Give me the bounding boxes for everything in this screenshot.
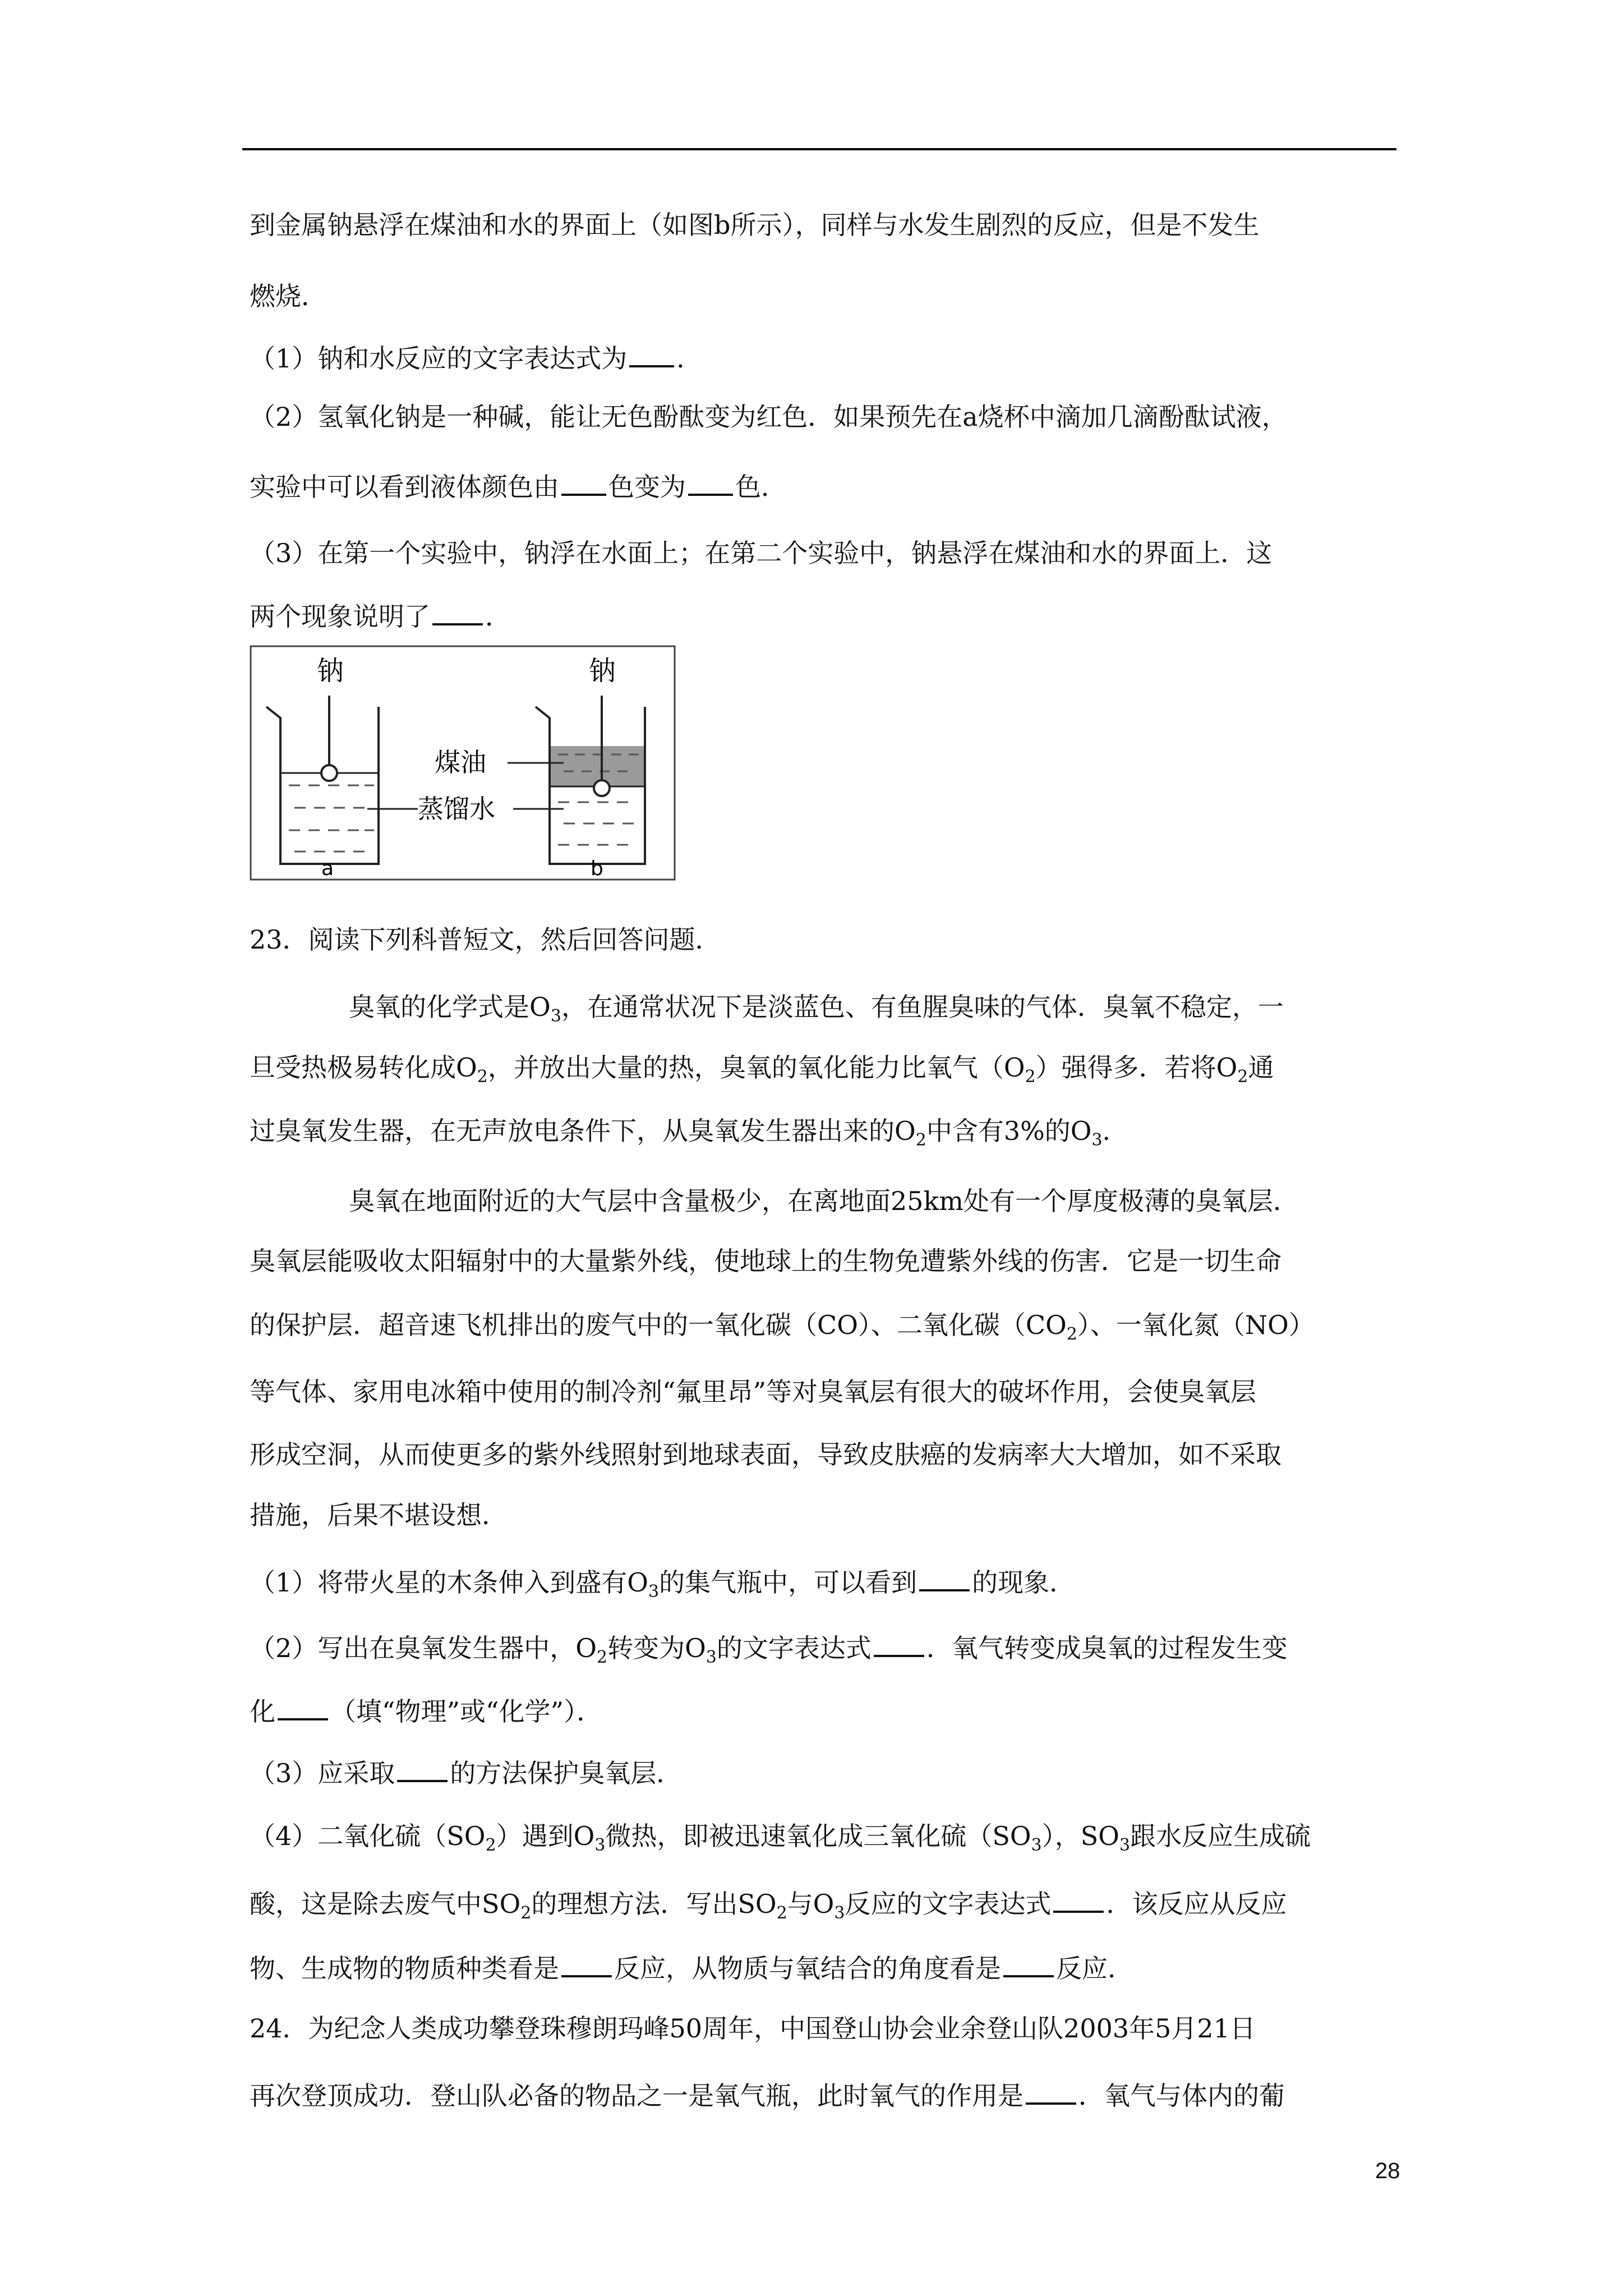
paragraph-line: 过臭氧发生器，在无声放电条件下，从臭氧发生器出来的$O_2$中含有3%的$O_3$． xyxy=(250,1116,1128,1150)
paragraph-line: 臭氧的化学式是$O_3$，在通常状况下是淡蓝色、有鱼腥臭味的气体．臭氧不稳定，一 xyxy=(349,992,1284,1026)
question-2: （2）氢氧化钠是一种碱，能让无色酚酞变为红色．如果预先在a烧杯中滴加几滴酚酞试液， xyxy=(250,402,1288,432)
header-rule xyxy=(242,148,1396,150)
answer-blank[interactable] xyxy=(688,472,733,496)
paragraph-line: 臭氧层能吸收太阳辐射中的大量紫外线，使地球上的生物免遭紫外线的伤害．它是一切生命 xyxy=(250,1246,1281,1276)
beaker-a xyxy=(266,655,379,880)
answer-blank[interactable] xyxy=(629,344,674,367)
question-23-3: （3）应采取 的方法保护臭氧层． xyxy=(250,1758,683,1788)
paragraph-line: 臭氧在地面附近的大气层中含量极少，在离地面25km处有一个厚度极薄的臭氧层． xyxy=(349,1186,1299,1216)
text-line: 化 （填“物理”或“化学”）． xyxy=(250,1696,603,1727)
answer-blank[interactable] xyxy=(397,1759,448,1782)
paragraph-line: 等气体、家用电冰箱中使用的制冷剂“氟里昂”等对臭氧层有很大的破坏作用，会使臭氧层 xyxy=(250,1377,1257,1407)
beaker-figure xyxy=(250,645,676,881)
text-line: 燃烧． xyxy=(250,281,327,311)
question-24: 24．为纪念人类成功攀登珠穆朗玛峰50周年，中国登山协会业余登山队2003年5月21日 xyxy=(250,2013,1256,2044)
question-23-heading: 23．阅读下列科普短文，然后回答问题． xyxy=(250,924,721,955)
label-kerosene: 煤油 xyxy=(435,747,486,777)
text-line: 两个现象说明了 ． xyxy=(250,601,511,632)
paragraph-line: 形成空洞，从而使更多的紫外线照射到地球表面，导致皮肤癌的发病率大大增加，如不采取 xyxy=(250,1439,1281,1470)
answer-blank[interactable] xyxy=(278,1697,328,1720)
text-line: 酸，这是除去废气中$SO_2$的理想方法．写出$SO_2$与$O_3$反应的文字表达式 ．该反应从反应 xyxy=(250,1889,1287,1923)
paragraph-line: 措施，后果不堪设想． xyxy=(250,1500,508,1530)
question-1: （1）钠和水反应的文字表达式为 ． xyxy=(250,343,703,374)
question-23-4: （4）二氧化硫$(SO_2)$遇到$O_3$微热，即被迅速氧化成三氧化硫$(SO_3)$，$SO_3$跟水反应生成硫 xyxy=(250,1821,1311,1855)
question-3: （3）在第一个实验中，钠浮在水面上；在第二个实验中，钠悬浮在煤油和水的界面上．这 xyxy=(250,538,1272,568)
paragraph-line: 旦受热极易转化成$O_2$，并放出大量的热，臭氧的氧化能力比氧气$(O_2)$强得多．若将$O_2$通 xyxy=(250,1052,1274,1087)
answer-blank[interactable] xyxy=(561,472,606,496)
paragraph-line: 的保护层．超音速飞机排出的废气中的一氧化碳（CO）、二氧化碳$(CO_2)$、一氧化氮（NO） xyxy=(250,1310,1315,1344)
page-number: 28 xyxy=(1375,2159,1400,2183)
question-23-2: （2）写出在臭氧发生器中，$O_2$转变为$O_3$的文字表达式 ．氧气转变成臭氧的过程发生变 xyxy=(250,1633,1288,1667)
text-line: 实验中可以看到液体颜色由 色变为 色． xyxy=(250,472,787,502)
label-na-a: 钠 xyxy=(317,655,344,687)
answer-blank[interactable] xyxy=(1026,2081,1076,2105)
question-23-1: （1）将带火星的木条伸入到盛有$O_3$的集气瓶中，可以看到 的现象． xyxy=(250,1567,1076,1602)
caption-b: b xyxy=(591,857,603,880)
beaker-b xyxy=(536,655,645,880)
answer-blank[interactable] xyxy=(919,1568,970,1591)
sodium-ball-a xyxy=(321,765,337,781)
sodium-ball-b xyxy=(594,780,610,796)
text-line: 再次登顶成功．登山队必备的物品之一是氧气瓶，此时氧气的作用是 ．氧气与体内的葡 xyxy=(250,2081,1285,2111)
answer-blank[interactable] xyxy=(561,1954,612,1977)
answer-blank[interactable] xyxy=(1053,1889,1104,1913)
caption-a: a xyxy=(321,857,334,880)
text-line: 到金属钠悬浮在煤油和水的界面上（如图b所示），同样与水发生剧烈的反应，但是不发生 xyxy=(250,210,1260,240)
label-distilled-water: 蒸馏水 xyxy=(418,794,495,824)
label-na-b: 钠 xyxy=(589,655,616,687)
text-line: 物、生成物的物质种类看是 反应，从物质与氧结合的角度看是 反应． xyxy=(250,1953,1133,1984)
answer-blank[interactable] xyxy=(874,1634,924,1657)
answer-blank[interactable] xyxy=(1003,1954,1054,1977)
answer-blank[interactable] xyxy=(432,602,483,625)
